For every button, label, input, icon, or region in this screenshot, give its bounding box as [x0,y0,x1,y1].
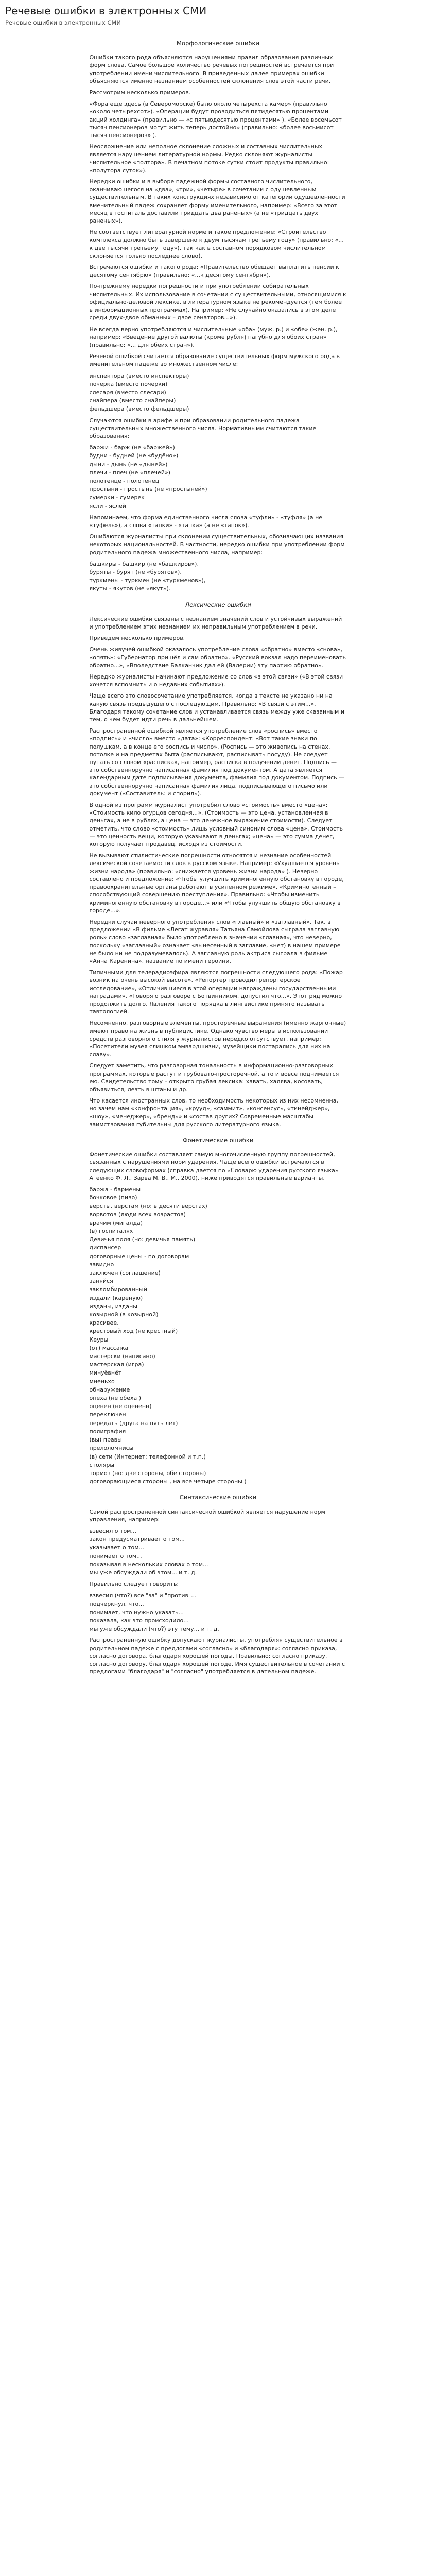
list-item: полотенце - полотенец [89,477,160,484]
list-item: обнаружение [89,1386,130,1393]
list-item: (от) массажа [89,1344,129,1351]
list-item: башкиры - башкир (не «башкиров»), [89,560,199,567]
list-item: показывая в нескольких словах о том... [89,1561,208,1568]
paragraph: По-прежнему нередки погрешности и при употреблении собирательных числительных. Их использование в сочетании с существительными, относящимися к официально-деловой лексике, в литературном языке не рекомендуется (тем более в информационных программах). Например: «Не случайно оказались в этом деле среди двух-двое обманных – двое сенаторов...»). [89,283,346,321]
list-item: понимает, что нужно указать... [89,1608,184,1616]
paragraph: Следует заметить, что разговорная тональность в информационно-разговорных программах, которые растут и грубовато-просторечной, а то и вовсе поднимается ею. Свидетельство тому – открыто грубая лексика: хавать, халява, косовать, объявиться, лезть в штаны и др. [89,1062,339,1093]
page-title: Речевые ошибки в электронных СМИ [5,5,207,17]
paragraph: Не вызывают стилистические погрешности относятся и незнание особенностей лексической сочетаемости слов в русском языке. Например: «Ухудшается уровень жизни народа» (правильно: «снижается уровень жизни народа» ). Неверно составлено и предложение: «Чтобы улучшить криминогенную обстановку в городе, правоохранительные органы работают в усиленном режиме». «Криминогенный – способствующий совершению преступления». Правильно: «Чтобы изменить криминогенную обстановку в городе...» или «Чтобы улучшить общую обстановку в городе...». [89,852,344,914]
paragraph: Распространенной ошибкой является употребление слов «роспись» вместо «подпись» и «число» вместо «дата»: «Корреспондент: «Вот такие знаки по полушкам, а в конце его роспись и число». (Роспись — это живопись на стенах, потолке и на предметах быта (расписывают, расписывать посуду). Не следует путать со словом «расписка», например, расписка в получении денег. Подпись — это собственноручно написанная фамилия под документом. А дата является календарным дате подписывания документа, фамилия под документом. Подпись — это собственноручно написанная фамилия лица, подписывающего письмо или документ («Составитель: и спорил»). [89,727,345,797]
list-item: крестовый ход (не крёстный) [89,1328,178,1335]
list-item: заключен (соглашение) [89,1269,161,1277]
list-item: козырной (в козырной) [89,1311,159,1318]
section-heading: Фонетические ошибки [182,1136,254,1144]
list-item: сумерки - сумерек [89,494,145,501]
list-item: столяры [89,1461,115,1468]
paragraph: Самой распространенной синтаксической ошибкой является нарушение норм управления, например: [89,1508,325,1523]
list-item: туркмены - туркмен (не «туркменов»), [89,577,206,584]
paragraph: Лексические ошибки связаны с незнанием значений слов и устойчивых выражений и употреблением этих незнанием их неправильным употреблением в речи. [89,615,342,630]
list-item: полиграфия [89,1428,126,1435]
paragraph: Приведем несколько примеров. [89,635,185,642]
list-item: тормоз (но: две стороны, обе стороны) [89,1469,206,1477]
list-item: диспансер [89,1244,121,1251]
paragraph: Рассмотрим несколько примеров. [89,89,191,96]
list-item: прелоломнисы [89,1445,134,1452]
list-item: фельдшера (вместо фельдшеры) [89,405,189,413]
list-item: будни - будней (не «будёно») [89,452,179,460]
list-item: буряты - бурят (не «бурятов»), [89,568,182,575]
list-item: снайпера (вместо снайперы) [89,397,176,404]
paragraph: Неосложнение или неполное склонение сложных и составных числительных является нарушением литературной нормы. Редко склоняют журналисты числительное «полтора». В печатном потоке сутки стоит продукты правильно: «полутора суток»). [89,143,329,174]
paragraph: В одной из программ журналист употребил слово «стоимость» вместо «цена»: «Стоимость кило огурцов сегодня...». (Стоимость — это цена, установленная в деньгах, а не в рублях, а цена — это денежное выражение стоимости). Следует отметить, что слово «стоимость» лишь условный синоним слова «цена». Стоимость — это ценность вещи, которую указывают в деньгах; «цена» — это сумма денег, которую получает продавец, исходя из стоимости. [89,802,343,848]
example-list [90,560,347,593]
list-item: дыни - дынь (не «дыней») [89,461,168,468]
example-list [90,1591,347,1633]
list-item: врачим (мигалда) [89,1219,143,1226]
list-item: взвесил о том... [89,1527,136,1534]
paragraph: Несомненно, разговорные элементы, просторечные выражения (именно жаргонные) имеют право на жизнь в публицистике. Однако чувство меры в использовании средств разговорного стиля у журналистов нередко отсутствует, например: «Посетители музея слишком эмвардшизни, музейщики постарались для них на славу». [89,1020,346,1058]
list-item: слесаря (вместо слесари) [89,388,166,396]
paragraph: Очень живучей ошибкой оказалось употребление слова «обратно» вместо «снова», «опять»: «Губернатор пришёл и сам обратно». «Русский вокзал надо переименовать обратно...», «Вполедствие Балканчик дал ей (Валерии) эту партию обратно». [89,646,346,669]
list-item: баржи - барж (не «баржей») [89,444,175,451]
list-item: изданы, изданы [89,1302,137,1310]
list-item: якуты - якутов (не «якут»). [89,585,171,592]
list-item: (в) сети (Интернет; телефонной и т.п.) [89,1453,206,1460]
list-item: красивее, [89,1319,119,1327]
list-item: опеха (не обёха ) [89,1395,142,1402]
list-item: мастерски (написано) [89,1353,155,1360]
list-item: указывает о том... [89,1544,144,1551]
list-item: закломбированный [89,1286,147,1293]
list-item: Девичья поля (но: девичья память) [89,1236,196,1243]
list-item: мы уже обсуждали об этом... и т. д. [89,1569,197,1576]
paragraph: Речевой ошибкой считается образование существительных форм мужского рода в именительном падеже во множественном числе: [89,353,340,368]
paragraph: «Фора еще здесь (в Североморске) было около четырехста камер» (правильно «около четырехсот»). «Операции будут проводиться пятидесятью процентами акций холдинга» (правильно — «с пятьюдесятью процентами» ). «Более восемьсот тысяч пенсионеров могут жить теперь достойно» (правильно: «более восьмисот тысяч пенсионеров» ). [89,100,342,139]
list-item: мненьхо [89,1378,115,1385]
list-item: передать (друга на пять лет) [89,1419,178,1427]
list-item: закон предусматривает о том... [89,1536,185,1543]
list-item: ворвотов (люди всех возрастов) [89,1211,186,1218]
list-item: мастерская (игра) [89,1361,144,1368]
list-item: договорные цены - по договорам [89,1252,189,1260]
example-list [90,1185,347,1485]
paragraph: Напоминаем, что форма единственного числа слова «туфли» - «туфля» (а не «туфель»), а слова «тапки» - «тапка» (а не «тапок»). [89,514,323,529]
paragraph: Распространенную ошибку допускают журналисты, употребляя существительное в родительном падеже с предлогами «согласно» и «благодаря»: согласно приказа, согласно договора, благодаря хорошей погоды. Правильно: согласно приказу, согласно договору, благодаря хорошей погоде. Имя существительное в сочетании с предлогами "благодаря" и "согласно" употребляется в дательном падеже. [89,1637,345,1675]
paragraph: Фонетические ошибки составляет самую многочисленную группу погрешностей, связанных с нарушениями норм ударения. Чаще всего ошибки встречаются в следующих словоформах (справка дается по «Словарю ударения русского языка» Агеенко Ф. Л., Зарва М. В., М., 2000), ниже приводятся правильные варианты. [89,1151,339,1181]
list-item: ясли - яслей [89,502,126,510]
paragraph: Правильно следует говорить: [89,1581,179,1588]
example-list [90,1527,347,1577]
list-item: почерка (вместо почерки) [89,380,168,387]
paragraph: Не соответствует литературной норме и такое предложение: «Строительство комплекса должно быть завершено к двум тысячам третьему году» (правильно: «... к две тысячи третьему году»), так как в составном порядковом числительном склоняется только последнее слово). [89,229,344,259]
paragraph: Не всегда верно употребляются и числительные «оба» (муж. р.) и «обе» (жен. р.), например: «Введение другой валюты (кроме рубля) пагубно для обоих стран» (правильно: «... для обеих стран»). [89,326,338,348]
paragraph: Случаются ошибки в арифе и при образовании родительного падежа существительных множественного числа. Нормативными считаются такие образования: [89,417,317,439]
list-item: издали (кареную) [89,1294,143,1301]
list-item: договорающиеся стороны , на все четыре стороны ) [89,1478,247,1485]
list-item: подчеркнул, что... [89,1600,144,1607]
list-item: завидно [89,1261,114,1268]
paragraph: Что касается иностранных слов, то необходимость некоторых из них несомненна, но зачем нам «конфронтация», «крууд», «саммит», «консенсус», «тинейджер», «шоу», «менеджер», «бренд»» и «состав других? Современные масштабы заимствования губительны для русского литературного языка. [89,1097,338,1128]
paragraph: Типичными для телерадиоэфира являются погрешности следующего рода: «Пожар возник на очень высокой высоте», «Репортер проводил репортерское исследование», «Отличившиеся в этой операции награждены государственными наградами», «Говоря о разговоре с Ботвинником, допустил что...». Этот ряд можно продолжить долго. Явления такого порядка в лингвистике принято называть тавтологией. [89,969,343,1015]
example-list [90,444,347,510]
list-item: показала, как это происходило... [89,1617,189,1624]
section-heading: Лексические ошибки [185,601,251,608]
list-item: вёрсты, вёрстам (но: в десяти верстах) [89,1202,207,1210]
paragraph: Нередки случаи неверного употребления слов «главный» и «заглавный». Так, в предложении «В фильме «Легат журавля» Татьяна Самойлова сыграла заглавную роль» слово «заглавная» было употреблено в значении «главная», что неверно, поскольку «заглавный» означает «вынесенный в заглавие, «нет) в нашем примере не было ни не подразумевалось). А заглавную роль актриса сыграла в фильме «Анна Каренина», название по имени героини. [89,918,341,964]
list-item: оценён (не оценённ) [89,1403,152,1410]
list-item: (вы) правы [89,1436,122,1444]
section-heading: Морфологические ошибки [177,40,259,47]
list-item: Кеуры [89,1336,109,1343]
paragraph: Нередки ошибки и в выборе падежной формы составного числительного, оканчивающегося на «два», «три», «четыре» в сочетании с одушевленным существительным. В таких конструкциях независимо от категории одушевленности вменительный падеж сохраняет форму именительного, например: «Всего за этот месяц в госпиталь доставили тридцать два раненых» (а не «тридцать двух раненых»). [89,178,345,225]
list-item: переключен [89,1411,126,1418]
list-item: взвесил (что?) все "за" и "против"... [89,1592,197,1599]
paragraph: Нередко журналисты начинают предложение со слов «в этой связи» («В этой связи хочется вспомнить и о недавних событиях»). [89,673,343,688]
list-item: простыни - простынь (не «простыней») [89,486,207,493]
example-list [90,372,347,413]
list-item: заняйся [89,1278,113,1285]
page-subtitle: Речевые ошибки в электронных СМИ [5,19,121,26]
list-item: бочковое (пиво) [89,1194,137,1201]
list-item: мы уже обсуждали (что?) эту тему... и т. д. [89,1625,219,1633]
list-item: (в) госпиталях [89,1228,133,1235]
paragraph: Чаще всего это словосочетание употребляется, когда в тексте не указано ни на какую связь предыдущего с последующим. Правильно: «В связи с этим...». Благодаря такому сочетание слов и устанавливается связь между уже сказанным и тем, о чем будет идти речь в дальнейшем. [89,692,344,723]
list-item: понимает о том... [89,1552,142,1560]
section-heading: Синтаксические ошибки [179,1494,257,1501]
paragraph: Встречаются ошибки и такого рода: «Правительство обещает выплатить пенсии к десятому сентябрю» (правильно: «...к десятому сентября»). [89,264,339,279]
article-body [90,40,347,1675]
list-item: плечи - плеч (не «плечей») [89,469,170,476]
list-item: баржа - бармены [89,1186,141,1193]
paragraph: Ошибки такого рода объясняются нарушениями правил образования различных форм слова. Самое большое количество речевых погрешностей встречается при употреблении имени числительного. В приведенных далее примерах ошибки объясняются именно незнанием особенностей склонения слов этой части речи. [89,54,334,84]
paragraph: Ошибаются журналисты при склонении существительных, обозначающих названия некоторых национальностей. В частности, нередко ошибки при употреблении форм родительного падежа множественного числа, например: [89,533,345,556]
list-item: минуёвнёт [89,1369,122,1377]
list-item: инспектора (вместо инспекторы) [89,372,189,379]
